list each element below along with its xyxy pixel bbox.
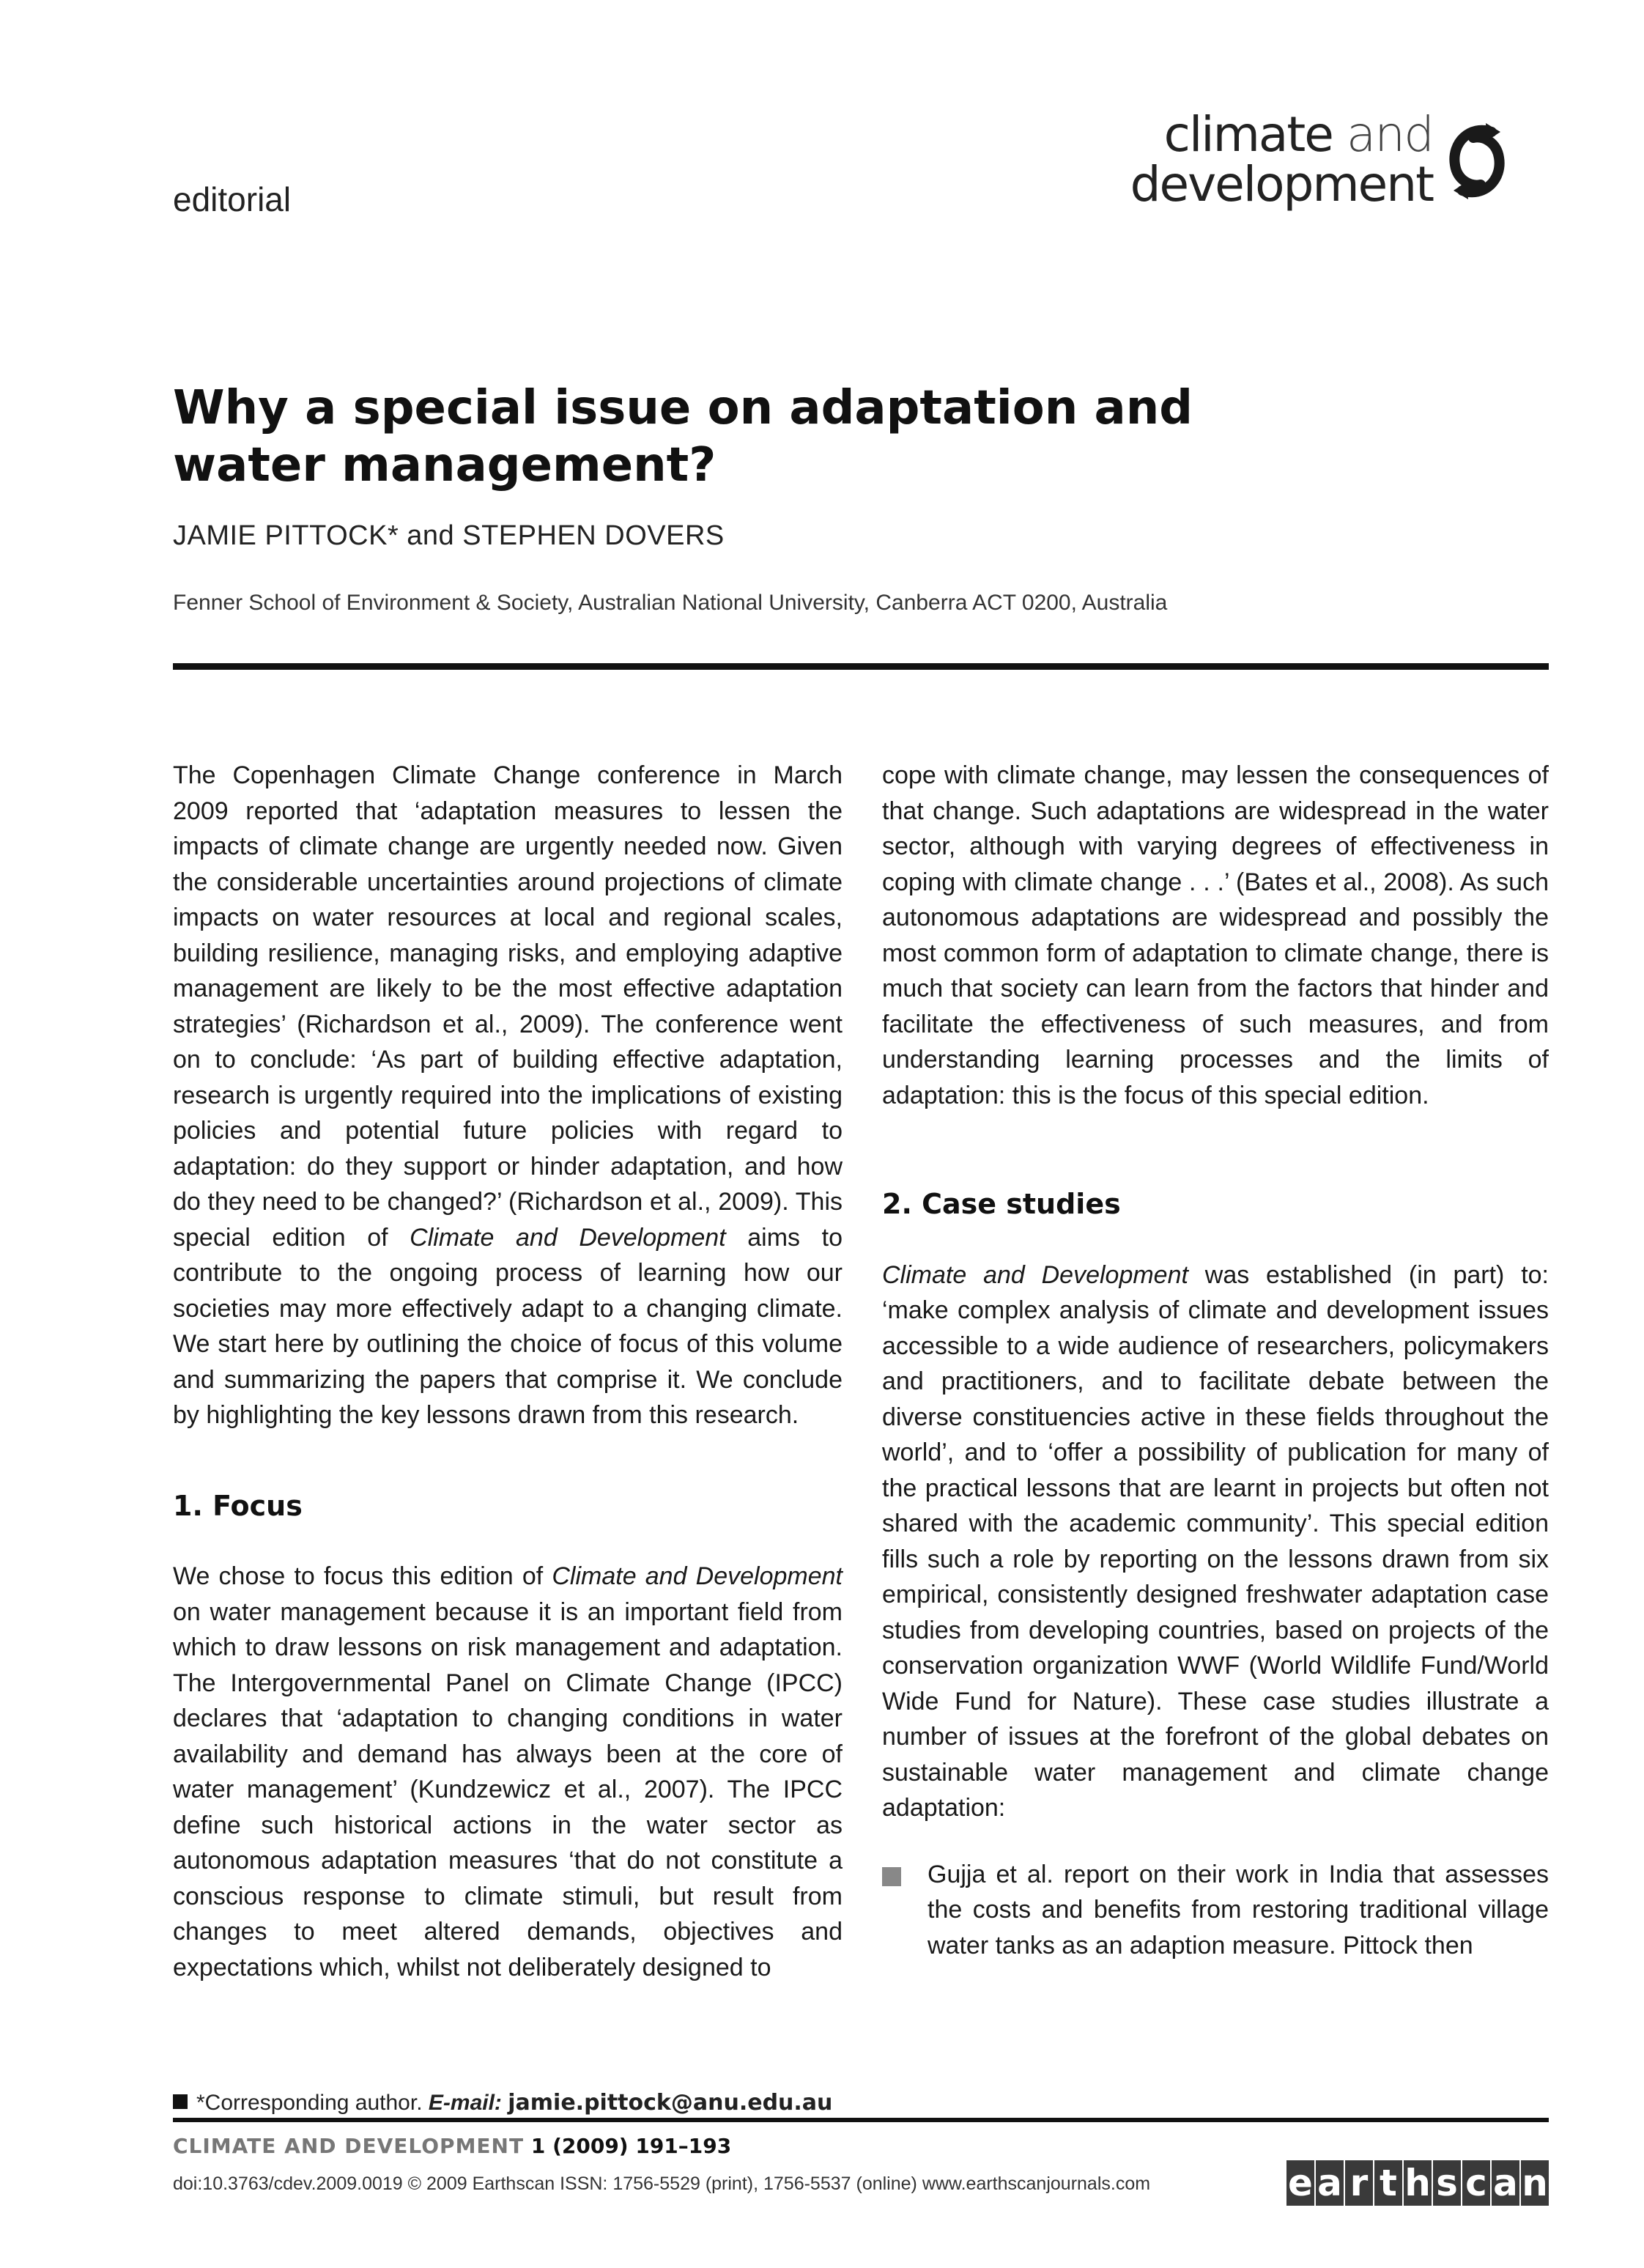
footnote-square-icon [173,2094,188,2109]
case-journal-name: Climate and Development [882,1260,1188,1289]
journal-citation [173,2134,731,2158]
intro-text-1: The Copenhagen Climate Change conference in March 2009 reported that ‘adaptation measures to lessen the impacts of climate change are urgently needed now. Given the considerable uncertainties around projections of climate impacts on water resources at local and regional scales, building resilience, managing risks, and employing adaptive management are likely to be the most effective adaptation strategies’ (Richardson et al., 2009). The conference went on to conclude: ‘As part of building effective adaptation, research is urgently required into the implications of existing policies and potential future policies with regard to adaptation: do they support or hinder adaptation, and how do they need to be changed?’ (Richardson et al., 2009). This special edition of [173,761,843,1252]
publisher-letter: t [1374,2160,1402,2206]
header-divider [173,663,1549,670]
section-heading-case-studies: 2. Case studies [882,1188,1121,1220]
doi-line: doi:10.3763/cdev.2009.0019 © 2009 Earthscan ISSN: 1756-5529 (print), 1756-5537 (online) www.earthscanjournals.com [173,2173,1151,2194]
publisher-letter: c [1462,2160,1490,2206]
focus-journal-name: Climate and Development [552,1562,843,1590]
publisher-letter: n [1522,2162,1548,2204]
section-heading-focus: 1. Focus [173,1489,303,1522]
bullet-square-icon [882,1867,901,1886]
author-email-link[interactable]: jamie.pittock@anu.edu.au [508,2090,833,2116]
footer-divider [173,2118,1549,2122]
case-text-1: was established (in part) to: ‘make complex analysis of climate and development issues accessible to a wide audience of researchers, policymakers and practitioners, and to facilitate debate between the diverse constituencies active in these fields throughout the world’, and to ‘offer a possibility of publication for many of the practical lessons that are learnt in projects but often not shared with the academic community’. This special edition fills such a role by reporting on the lessons drawn from six empirical, consistently designed freshwater adaptation case studies from developing countries, based on projects of the conservation organization WWF (World Wildlife Fund/World Wide Fund for Nature). These case studies illustrate a number of issues at the forefront of the global debates on sustainable water management and climate change adaptation: [882,1260,1549,1822]
logo-word-development: development [1130,156,1433,213]
publisher-logo [1285,2160,1549,2206]
right-column [882,758,1549,1963]
corresponding-label: *Corresponding author. [196,2091,423,2115]
logo-word-climate: climate [1163,106,1333,163]
focus-text-1: We chose to focus this edition of [173,1562,544,1590]
publisher-letter: s [1433,2160,1461,2206]
publisher-letter: h [1404,2162,1431,2204]
journal-name: CLIMATE AND DEVELOPMENT [173,2134,525,2158]
journal-issue: 1 (2009) 191–193 [530,2134,732,2158]
focus-text-2: on water management because it is an important field from which to draw lessons on risk management and adaptation. The Intergovernmental Panel on Climate Change (IPCC) declares that ‘adaptation to changing conditions in water availability and demand has always been at the core of water management’ (Kundzewicz et al., 2007). The IPCC define such historical actions in the water sector as autonomous adaptation measures ‘that do not constitute a conscious response to climate stimuli, but result from changes to meet altered demands, objectives and expectations which, whilst not deliberately designed to [173,1597,843,1981]
publisher-letter: e [1286,2160,1314,2206]
focus-paragraph [173,1559,843,1985]
case-studies-paragraph [882,1257,1549,1826]
list-item [882,1857,1549,1964]
bullet-text: Gujja et al. report on their work in India that assesses the costs and benefits from restoring traditional village water tanks as an adaption measure. Pittock then [927,1860,1549,1959]
publisher-letter: r [1345,2160,1373,2206]
journal-logo [1103,106,1514,220]
article-title: Why a special issue on adaptation and water management? [173,381,1193,492]
left-column [173,758,843,1985]
logo-word-and: and [1346,106,1433,163]
publisher-letter: a [1492,2160,1519,2206]
intro-paragraph [173,758,843,1433]
continuation-paragraph: cope with climate change, may lessen the consequences of that change. Such adaptations are widespread in the water sector, although with varying degrees of effectiveness in coping with climate change . . .’ (Bates et al., 2008). As such autonomous adaptations are widespread and possibly the most common form of adaptation to climate change, there is much that society can learn from the factors that hinder and facilitate the effectiveness of such measures, and from understanding learning processes and the limits of adaptation: this is the focus of this special edition. [882,761,1549,1109]
corresponding-author-note [173,2090,832,2116]
author-affiliation: Fenner School of Environment & Society, Australian National University, Canberra ACT 0200, Australia [173,591,1168,615]
intro-journal-name: Climate and Development [410,1223,726,1252]
swirl-logo-icon [1440,117,1514,205]
intro-text-2: aims to contribute to the ongoing process of learning how our societies may more effectively adapt to a changing climate. We start here by outlining the choice of focus of this volume and summarizing the papers that comprise it. We conclude by highlighting the key lessons drawn from this research. [173,1223,843,1429]
section-label: editorial [173,180,292,218]
email-label: E-mail: [428,2091,502,2115]
article-authors: JAMIE PITTOCK* and STEPHEN DOVERS [173,520,725,551]
publisher-letter: a [1316,2160,1344,2206]
